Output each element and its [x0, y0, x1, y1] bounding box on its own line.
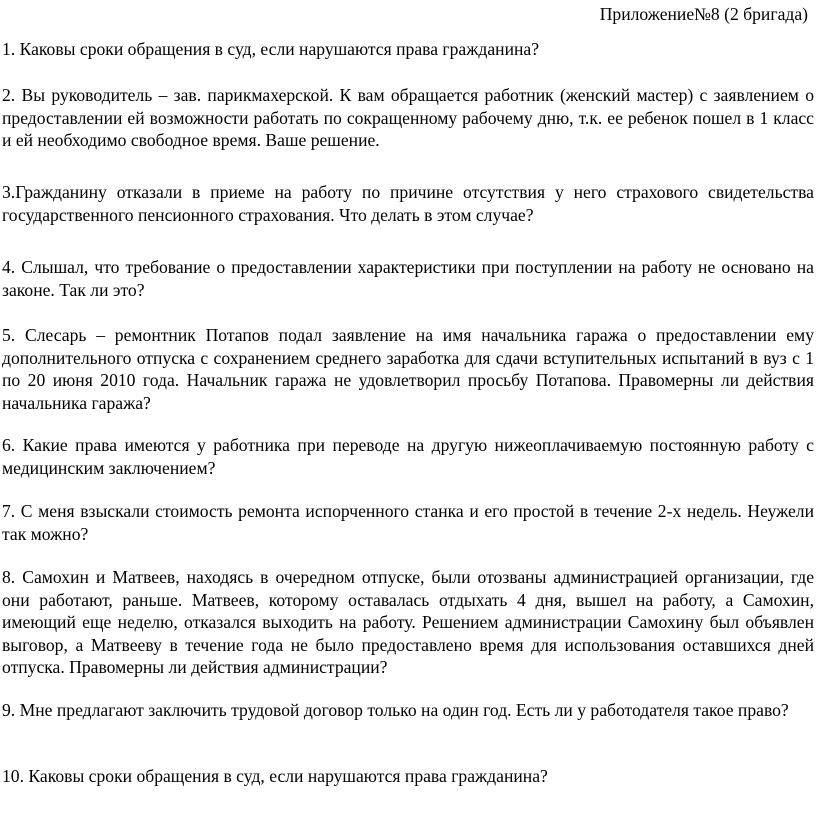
- question-10: 10. Каковы сроки обращения в суд, если нарушаются права гражданина?: [2, 766, 548, 786]
- question-7: 7. С меня взыскали стоимость ремонта испорченного станка и его простой в течение 2-х недель. Неужели так можно?: [2, 501, 814, 544]
- question-1: 1. Каковы сроки обращения в суд, если нарушаются права гражданина?: [2, 39, 540, 59]
- question-2: 2. Вы руководитель – зав. парикмахерской. К вам обращается работник (женский мастер) с заявлением о предоставлении ей возможности работать по сокращенному рабочему дню, т.к. ее ребенок пошел в 1 класс и ей необходимо свободное время. Ваше решение.: [2, 85, 814, 150]
- question-4: 4. Слышал, что требование о предоставлении характеристики при поступлении на работу не основано на законе. Так ли это?: [2, 257, 814, 300]
- question-3: 3.Гражданину отказали в приеме на работу по причине отсутствия у него страхового свидетельства государственного пенсионного страхования. Что делать в этом случае?: [2, 182, 814, 225]
- question-8: 8. Самохин и Матвеев, находясь в очередном отпуске, были отозваны администрацией организации, где они работают, раньше. Матвеев, которому оставалась отдыхать 4 дня, вышел на работу, а Самохин, имеющий еще неделю, отказался выходить на работу. Решением администрации Самохину был объявлен выговор, а Матвееву в течение года не было предоставлено время для использования оставшихся дней отпуска. Правомерны ли действия администрации?: [2, 567, 814, 677]
- appendix-header: Приложение№8 (2 бригада): [599, 4, 808, 24]
- question-6: 6. Какие права имеются у работника при переводе на другую нижеоплачиваемую постоянную работу с медицинским заключением?: [2, 435, 814, 478]
- question-9: 9. Мне предлагают заключить трудовой договор только на один год. Есть ли у работодателя такое право?: [2, 700, 789, 720]
- question-5: 5. Слесарь – ремонтник Потапов подал заявление на имя начальника гаража о предоставлении ему дополнительного отпуска с сохранением среднего заработка для сдачи вступительных испытаний в вуз с 1 по 20 июня 2010 года. Начальник гаража не удовлетворил просьбу Потапова. Правомерны ли действия начальника гаража?: [2, 325, 814, 413]
